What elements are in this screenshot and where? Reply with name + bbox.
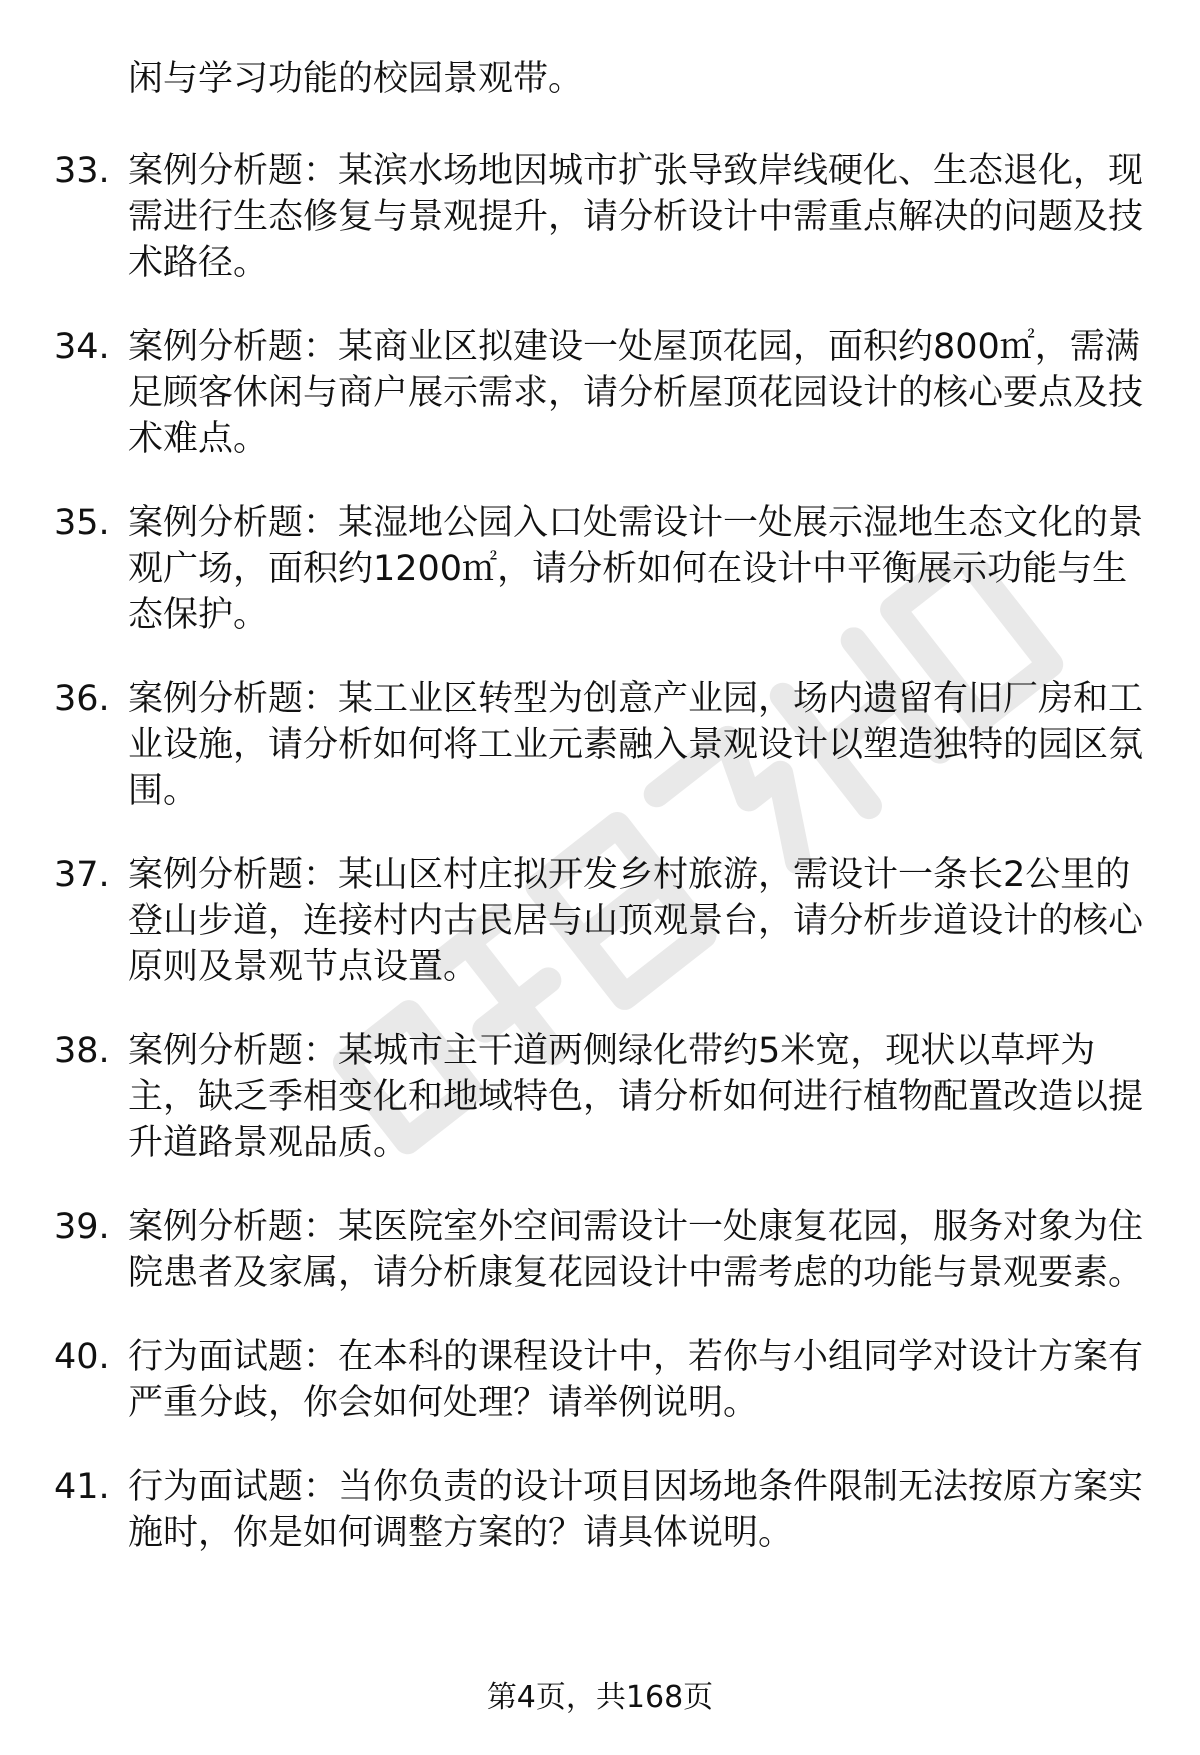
question-item xyxy=(54,324,1144,462)
question-text: 案例分析题：某城市主干道两侧绿化带约5米宽，现状以草坪为主，缺乏季相变化和地域特色，请分析如何进行植物配置改造以提升道路景观品质。 xyxy=(128,1031,1144,1163)
question-text: 案例分析题：某滨水场地因城市扩张导致岸线硬化、生态退化，现需进行生态修复与景观提升，请分析设计中需重点解决的问题及技术路径。 xyxy=(128,151,1144,283)
question-list xyxy=(54,148,1144,1594)
question-text: 案例分析题：某山区村庄拟开发乡村旅游，需设计一条长2公里的登山步道，连接村内古民居与山顶观景台，请分析步道设计的核心原则及景观节点设置。 xyxy=(128,855,1144,987)
question-item xyxy=(54,148,1144,286)
question-item xyxy=(54,1028,1144,1166)
continuation-text: 闲与学习功能的校园景观带。 xyxy=(128,59,584,99)
question-text: 案例分析题：某湿地公园入口处需设计一处展示湿地生态文化的景观广场，面积约1200㎡，请分析如何在设计中平衡展示功能与生态保护。 xyxy=(128,503,1144,635)
question-number: 38. xyxy=(54,1031,110,1071)
question-item xyxy=(54,852,1144,990)
question-number: 34. xyxy=(54,327,110,367)
question-item xyxy=(54,1334,1144,1426)
question-number: 40. xyxy=(54,1337,110,1377)
question-item xyxy=(54,500,1144,638)
question-text: 行为面试题：在本科的课程设计中，若你与小组同学对设计方案有严重分歧，你会如何处理？请举例说明。 xyxy=(128,1337,1144,1423)
question-text: 行为面试题：当你负责的设计项目因场地条件限制无法按原方案实施时，你是如何调整方案的？请具体说明。 xyxy=(128,1467,1144,1553)
question-text: 案例分析题：某工业区转型为创意产业园，场内遗留有旧厂房和工业设施，请分析如何将工业元素融入景观设计以塑造独特的园区氛围。 xyxy=(128,679,1144,811)
question-text: 案例分析题：某商业区拟建设一处屋顶花园，面积约800㎡，需满足顾客休闲与商户展示需求，请分析屋顶花园设计的核心要点及技术难点。 xyxy=(128,327,1144,459)
question-item xyxy=(54,1204,1144,1296)
question-item xyxy=(54,1464,1144,1556)
page-footer: 第4页，共168页 xyxy=(486,1680,714,1715)
question-text: 案例分析题：某医院室外空间需设计一处康复花园，服务对象为住院患者及家属，请分析康复花园设计中需考虑的功能与景观要素。 xyxy=(128,1207,1144,1293)
question-number: 37. xyxy=(54,855,110,895)
question-number: 39. xyxy=(54,1207,110,1247)
question-number: 35. xyxy=(54,503,110,543)
question-number: 41. xyxy=(54,1467,110,1507)
question-number: 33. xyxy=(54,151,110,191)
question-item xyxy=(54,676,1144,814)
question-number: 36. xyxy=(54,679,110,719)
